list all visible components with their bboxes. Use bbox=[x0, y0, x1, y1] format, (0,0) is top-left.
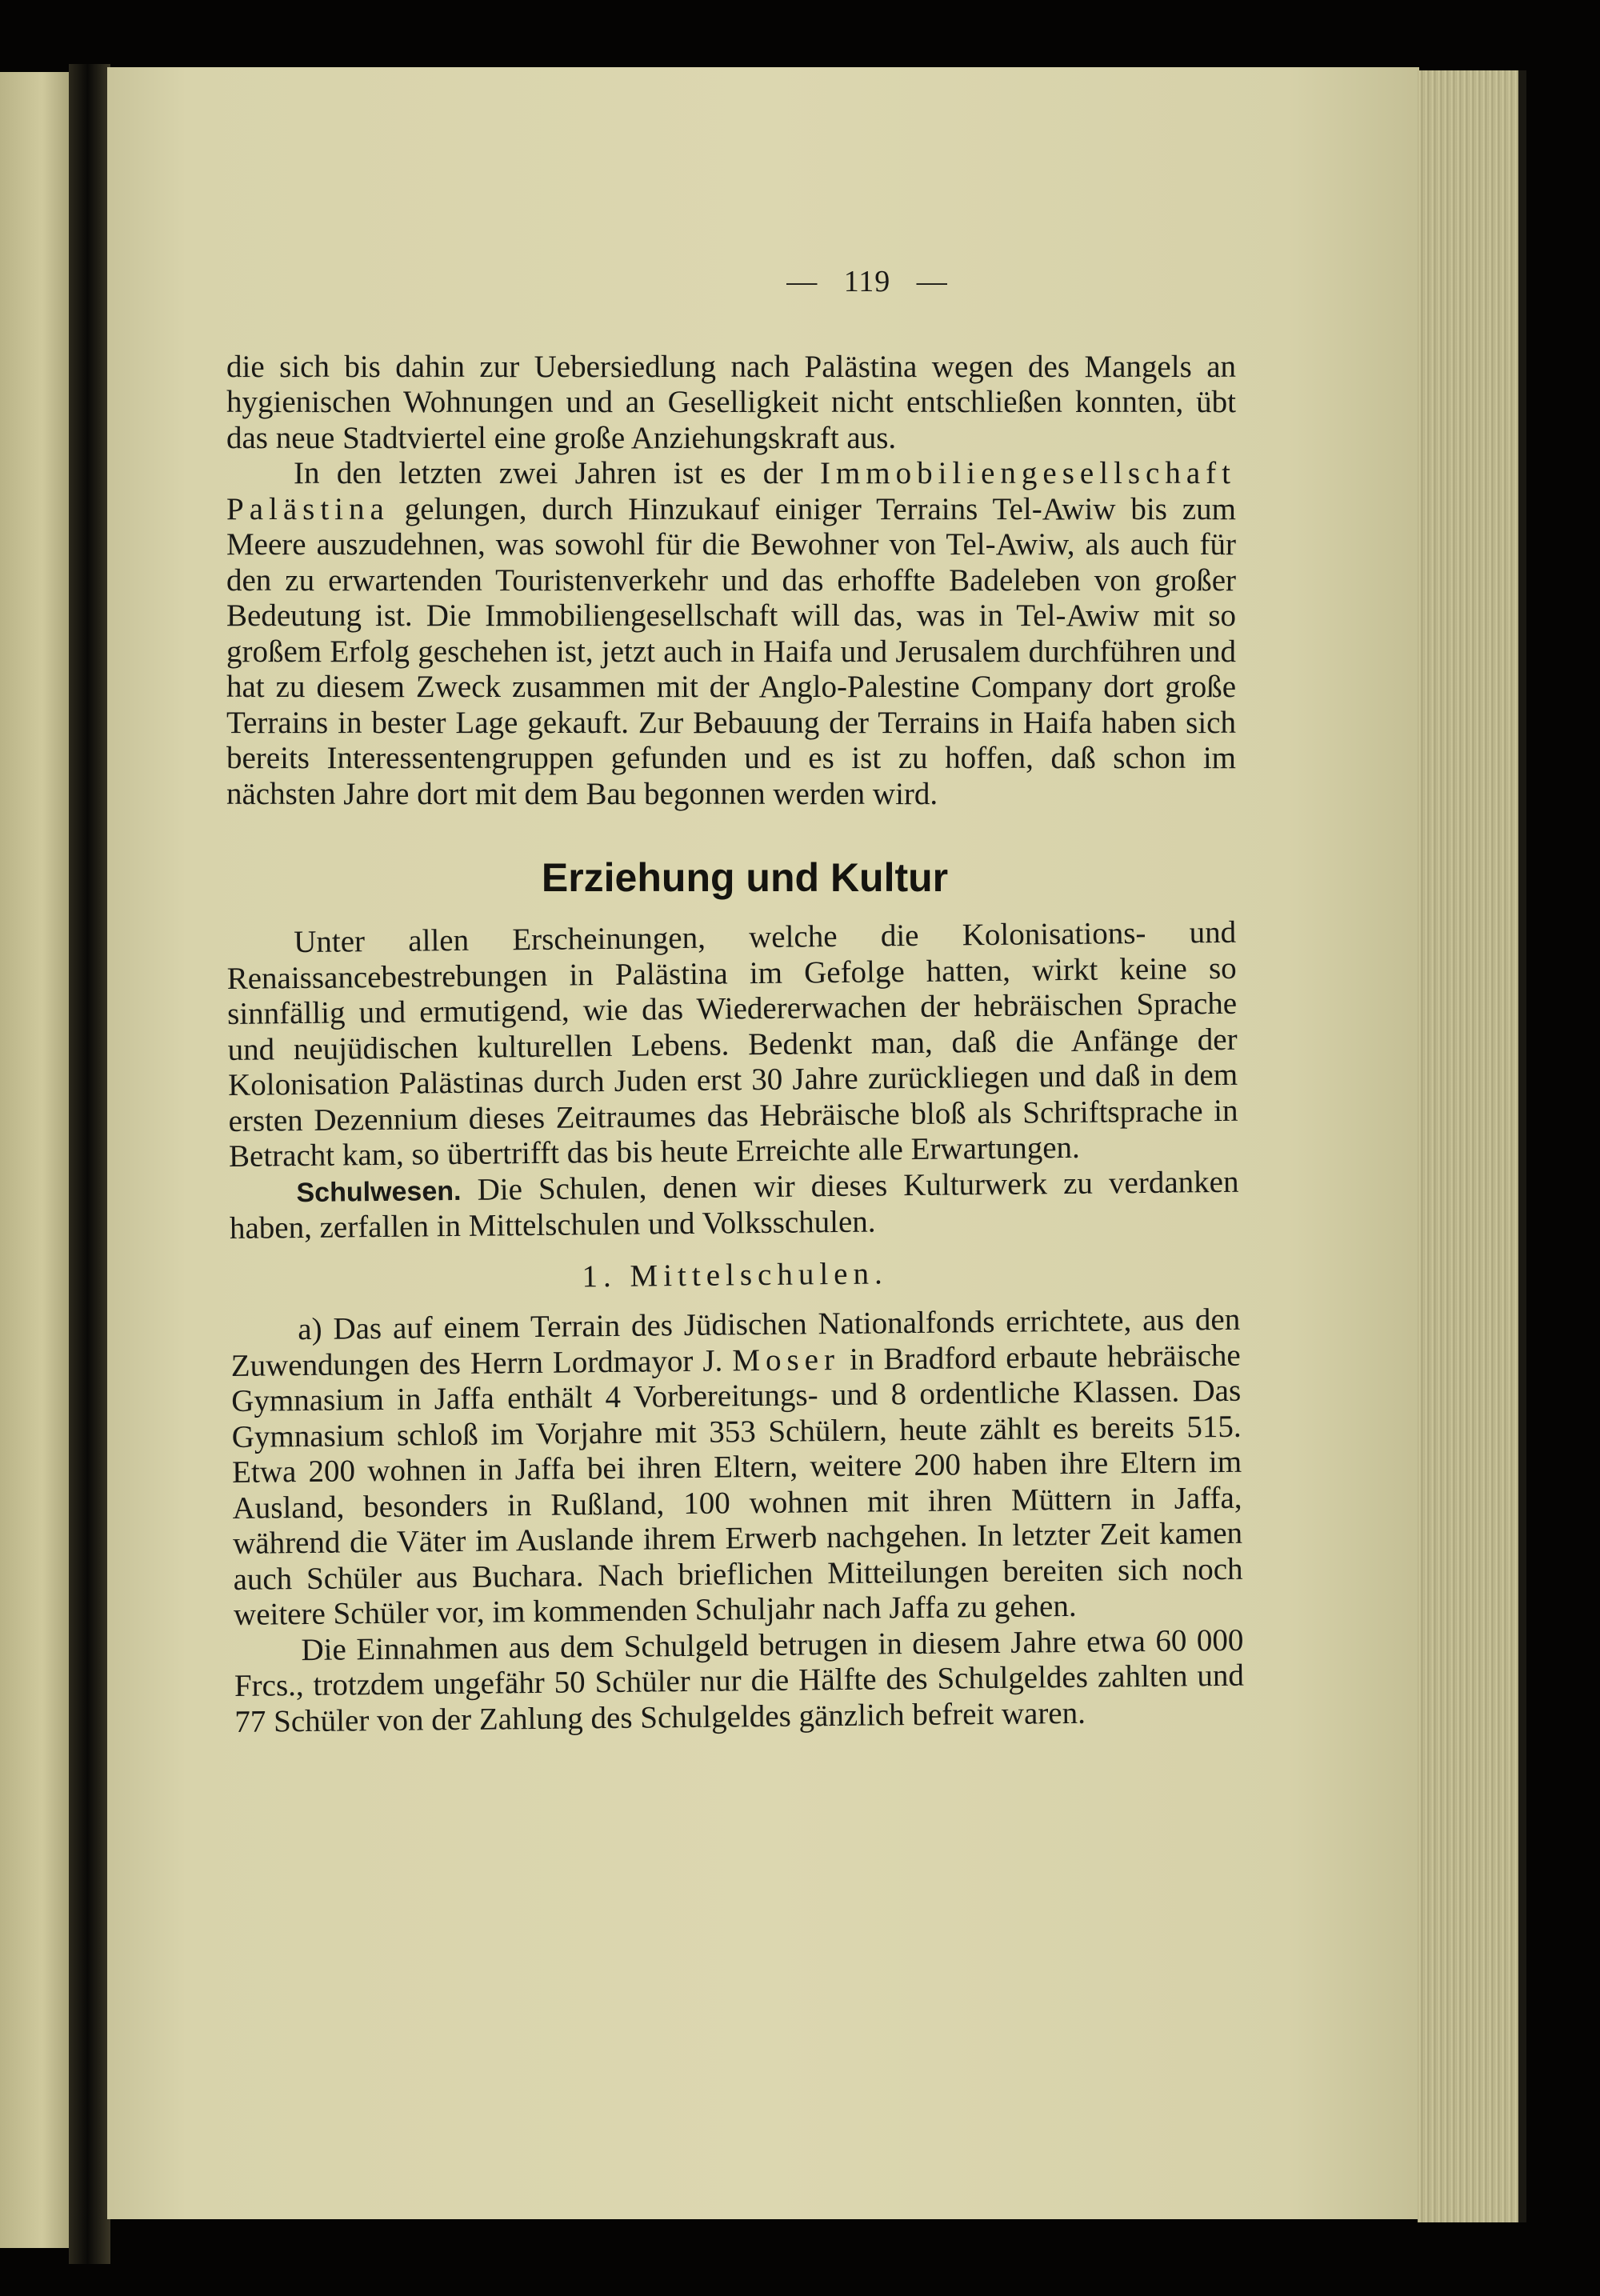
paragraph-text: Die Schulen, denen wir dieses Kulturwerk zu verdanken haben, zerfallen in Mittelschulen und Volksschulen. bbox=[229, 1164, 1239, 1246]
paragraph-text: gelungen, durch Hinzukauf einiger Terrains Tel-Awiw bis zum Meere auszudehnen, was sowohl für die Bewohner von Tel-Awiw, als auch für den zu erwartenden Touristenverkehr und das erhoffte Badeleben von großer Bedeutung ist. Die Immobiliengesellschaft will das, was in Tel-Awiw mit so großem Erfolg geschehen ist, jetzt auch in Haifa und Jerusalem durchführen und hat zu diesem Zweck zusammen mit der Anglo-Palestine Company dort große Terrains in bester Lage gekauft. Zur Bebauung der Terrains in Haifa haben sich bereits Interessentengruppen gefunden und es ist zu hoffen, daß schon im nächsten Jahre dort mit dem Bau begonnen werden wird. bbox=[226, 491, 1236, 811]
page-number: 119 bbox=[843, 265, 891, 298]
run-in-heading: Schulwesen. bbox=[296, 1175, 462, 1208]
paragraph: Unter allen Erscheinungen, welche die Kolonisations- und Renaissancebestrebungen in Palästina im Gefolge hatten, wirkt keine so sinnfällig und ermutigend, wie das Wiedererwachen der hebräischen Sprache und neujüdischen kulturellen Lebens. Bedenkt man, daß die Anfänge der Kolonisation Palästinas durch Juden erst 30 Jahre zurückliegen und daß in dem ersten Dezennium dieses Zeitraumes das Hebräische bloß als Schriftsprache in Betracht kam, so übertrifft das bis heute Erreichte alle Erwartungen. bbox=[226, 914, 1238, 1174]
subheading: 1. Mittelschulen. bbox=[582, 1255, 888, 1294]
section-heading: Erziehung und Kultur bbox=[541, 855, 949, 900]
page-number-line bbox=[226, 264, 1236, 300]
page-text bbox=[226, 264, 1245, 1740]
book-gutter bbox=[69, 64, 110, 2264]
paragraph-text: In den letzten zwei Jahren ist es der bbox=[294, 456, 803, 490]
paragraph-text: a) Das auf einem Terrain des Jüdischen Nationalfonds errichtete, aus den Zuwendungen des Herrn Lordmayor J. bbox=[230, 1302, 1241, 1383]
paragraph-text: in Bradford erbaute hebräische Gymnasium in Jaffa enthält 4 Vorbereitungs- und 8 ordentliche Klassen. Das Gymnasium schloß im Vorjahre mit 353 Schülern, heute zählt es bereits 515. Etwa 200 wohnen in Jaffa bei ihren Eltern, weitere 200 haben ihre Eltern im Ausland, besonders in Rußland, 100 wohnen mit ihren Müttern in Jaffa, während die Väter im Auslande ihrem Erwerb nachgehen. In letzter Zeit kamen auch Schüler aus Buchara. Nach brieflichen Mitteilungen bereiten sich noch weitere Schüler vor, im kommenden Schuljahr nach Jaffa zu gehen. bbox=[231, 1338, 1243, 1632]
facing-page-edge bbox=[0, 72, 70, 2248]
paragraph bbox=[226, 456, 1236, 812]
paragraph: Die Einnahmen aus dem Schulgeld betrugen in diesem Jahre etwa 60 000 Frcs., trotzdem ungefähr 50 Schüler nur die Hälfte des Schulgeldes zahlten und 77 Schüler von der Zahlung des Schulgeldes gänzlich befreit waren. bbox=[234, 1622, 1245, 1739]
page-number-dash: — bbox=[916, 265, 948, 298]
spaced-company-name: Immobiliengesellschaft Palästina bbox=[226, 456, 1237, 526]
section-body bbox=[226, 915, 1245, 1740]
paragraph bbox=[230, 1302, 1243, 1634]
paragraph: die sich bis dahin zur Uebersiedlung nach Palästina wegen des Mangels an hygienischen Wohnungen und an Geselligkeit nicht entschließen konnten, übt das neue Stadtviertel eine große Anziehungskraft aus. bbox=[226, 349, 1236, 455]
spaced-name: Moser bbox=[732, 1342, 841, 1378]
paragraph bbox=[229, 1164, 1239, 1246]
page-stack-edges bbox=[1418, 70, 1520, 2222]
page-number-dash: — bbox=[786, 265, 818, 298]
